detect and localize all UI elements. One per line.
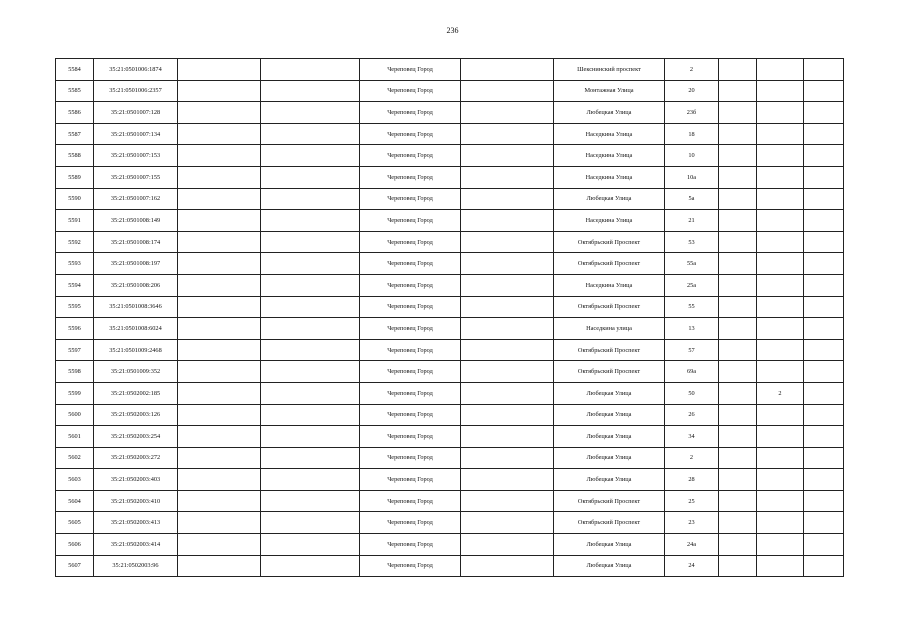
cadastral-number-cell: 35:21:0501008:174	[94, 231, 178, 253]
empty-cell	[178, 404, 261, 426]
empty-cell	[804, 59, 844, 81]
empty-cell	[178, 426, 261, 448]
house-number-cell: 57	[665, 339, 719, 361]
street-cell: Наседкина Улица	[554, 166, 665, 188]
cadastral-number-cell: 35:21:0501006:2357	[94, 80, 178, 102]
street-cell: Октябрьский Проспект	[554, 339, 665, 361]
extra-cell	[757, 361, 804, 383]
empty-cell	[261, 534, 360, 556]
city-cell: Череповец Город	[360, 296, 461, 318]
extra-cell	[757, 166, 804, 188]
street-cell: Любецкая Улица	[554, 426, 665, 448]
street-cell: Любецкая Улица	[554, 188, 665, 210]
row-number-cell: 5607	[56, 555, 94, 577]
empty-cell	[261, 145, 360, 167]
empty-cell	[719, 80, 757, 102]
city-cell: Череповец Город	[360, 188, 461, 210]
empty-cell	[261, 382, 360, 404]
extra-cell	[757, 490, 804, 512]
table-row	[56, 274, 844, 296]
cadastral-number-cell: 35:21:0501007:153	[94, 145, 178, 167]
empty-cell	[804, 361, 844, 383]
empty-cell	[719, 426, 757, 448]
city-cell: Череповец Город	[360, 512, 461, 534]
city-cell: Череповец Город	[360, 447, 461, 469]
empty-cell	[261, 555, 360, 577]
empty-cell	[461, 274, 554, 296]
street-cell: Наседкина Улица	[554, 274, 665, 296]
empty-cell	[178, 555, 261, 577]
table-row	[56, 512, 844, 534]
empty-cell	[261, 102, 360, 124]
empty-cell	[804, 296, 844, 318]
row-number-cell: 5598	[56, 361, 94, 383]
city-cell: Череповец Город	[360, 210, 461, 232]
house-number-cell: 23	[665, 512, 719, 534]
city-cell: Череповец Город	[360, 555, 461, 577]
empty-cell	[261, 123, 360, 145]
street-cell: Октябрьский Проспект	[554, 361, 665, 383]
table-body	[56, 59, 844, 577]
empty-cell	[461, 469, 554, 491]
house-number-cell: 24	[665, 555, 719, 577]
empty-cell	[719, 339, 757, 361]
empty-cell	[261, 188, 360, 210]
street-cell: Наседкина Улица	[554, 145, 665, 167]
empty-cell	[461, 123, 554, 145]
row-number-cell: 5605	[56, 512, 94, 534]
street-cell: Октябрьский Проспект	[554, 512, 665, 534]
empty-cell	[461, 166, 554, 188]
street-cell: Октябрьский Проспект	[554, 490, 665, 512]
empty-cell	[719, 318, 757, 340]
empty-cell	[719, 555, 757, 577]
cadastral-number-cell: 35:21:0501008:3646	[94, 296, 178, 318]
empty-cell	[461, 318, 554, 340]
empty-cell	[719, 253, 757, 275]
table-row	[56, 102, 844, 124]
row-number-cell: 5592	[56, 231, 94, 253]
street-cell: Любецкая Улица	[554, 447, 665, 469]
cadastral-number-cell: 35:21:0502003:96	[94, 555, 178, 577]
empty-cell	[804, 555, 844, 577]
empty-cell	[804, 534, 844, 556]
empty-cell	[461, 447, 554, 469]
table-row	[56, 145, 844, 167]
cadastral-number-cell: 35:21:0501007:134	[94, 123, 178, 145]
table-row	[56, 231, 844, 253]
street-cell: Любецкая Улица	[554, 382, 665, 404]
empty-cell	[719, 59, 757, 81]
house-number-cell: 25	[665, 490, 719, 512]
empty-cell	[804, 469, 844, 491]
empty-cell	[461, 59, 554, 81]
empty-cell	[461, 426, 554, 448]
house-number-cell: 34	[665, 426, 719, 448]
table-row	[56, 339, 844, 361]
empty-cell	[178, 512, 261, 534]
city-cell: Череповец Город	[360, 102, 461, 124]
house-number-cell: 2	[665, 447, 719, 469]
table-row	[56, 382, 844, 404]
cadastral-number-cell: 35:21:0501008:6024	[94, 318, 178, 340]
empty-cell	[719, 361, 757, 383]
empty-cell	[804, 339, 844, 361]
cadastral-number-cell: 35:21:0502003:414	[94, 534, 178, 556]
extra-cell	[757, 210, 804, 232]
empty-cell	[719, 447, 757, 469]
empty-cell	[178, 59, 261, 81]
empty-cell	[804, 188, 844, 210]
empty-cell	[261, 490, 360, 512]
empty-cell	[804, 490, 844, 512]
empty-cell	[178, 296, 261, 318]
cadastral-number-cell: 35:21:0501009:2468	[94, 339, 178, 361]
empty-cell	[261, 339, 360, 361]
house-number-cell: 21	[665, 210, 719, 232]
empty-cell	[178, 188, 261, 210]
empty-cell	[261, 469, 360, 491]
row-number-cell: 5584	[56, 59, 94, 81]
city-cell: Череповец Город	[360, 361, 461, 383]
row-number-cell: 5600	[56, 404, 94, 426]
empty-cell	[178, 382, 261, 404]
row-number-cell: 5594	[56, 274, 94, 296]
row-number-cell: 5590	[56, 188, 94, 210]
empty-cell	[261, 274, 360, 296]
empty-cell	[461, 210, 554, 232]
city-cell: Череповец Город	[360, 80, 461, 102]
extra-cell	[757, 102, 804, 124]
house-number-cell: 23б	[665, 102, 719, 124]
empty-cell	[804, 123, 844, 145]
empty-cell	[461, 555, 554, 577]
empty-cell	[804, 274, 844, 296]
empty-cell	[461, 534, 554, 556]
table-row	[56, 210, 844, 232]
cadastral-number-cell: 35:21:0501008:206	[94, 274, 178, 296]
street-cell: Любецкая Улица	[554, 102, 665, 124]
empty-cell	[261, 80, 360, 102]
empty-cell	[719, 145, 757, 167]
empty-cell	[461, 361, 554, 383]
row-number-cell: 5591	[56, 210, 94, 232]
extra-cell	[757, 80, 804, 102]
empty-cell	[719, 102, 757, 124]
extra-cell	[757, 274, 804, 296]
extra-cell	[757, 318, 804, 340]
empty-cell	[461, 188, 554, 210]
row-number-cell: 5601	[56, 426, 94, 448]
empty-cell	[178, 490, 261, 512]
empty-cell	[719, 231, 757, 253]
empty-cell	[719, 274, 757, 296]
street-cell: Октябрьский Проспект	[554, 296, 665, 318]
cadastral-number-cell: 35:21:0501009:352	[94, 361, 178, 383]
empty-cell	[719, 404, 757, 426]
cadastral-number-cell: 35:21:0501008:149	[94, 210, 178, 232]
house-number-cell: 5а	[665, 188, 719, 210]
empty-cell	[719, 534, 757, 556]
empty-cell	[261, 447, 360, 469]
empty-cell	[461, 253, 554, 275]
street-cell: Любецкая Улица	[554, 534, 665, 556]
cadastral-number-cell: 35:21:0501007:155	[94, 166, 178, 188]
cadastral-number-cell: 35:21:0502002:185	[94, 382, 178, 404]
table-row	[56, 188, 844, 210]
house-number-cell: 28	[665, 469, 719, 491]
row-number-cell: 5595	[56, 296, 94, 318]
table-row	[56, 123, 844, 145]
extra-cell: 2	[757, 382, 804, 404]
house-number-cell: 10	[665, 145, 719, 167]
empty-cell	[719, 123, 757, 145]
row-number-cell: 5597	[56, 339, 94, 361]
empty-cell	[261, 253, 360, 275]
empty-cell	[719, 210, 757, 232]
empty-cell	[719, 296, 757, 318]
empty-cell	[178, 145, 261, 167]
empty-cell	[261, 166, 360, 188]
empty-cell	[461, 490, 554, 512]
empty-cell	[178, 123, 261, 145]
street-cell: Наседкина Улица	[554, 210, 665, 232]
row-number-cell: 5588	[56, 145, 94, 167]
table-row	[56, 296, 844, 318]
row-number-cell: 5586	[56, 102, 94, 124]
extra-cell	[757, 339, 804, 361]
street-cell: Наседкина улица	[554, 318, 665, 340]
row-number-cell: 5587	[56, 123, 94, 145]
empty-cell	[804, 382, 844, 404]
house-number-cell: 53	[665, 231, 719, 253]
empty-cell	[178, 469, 261, 491]
row-number-cell: 5585	[56, 80, 94, 102]
city-cell: Череповец Город	[360, 426, 461, 448]
table-row	[56, 166, 844, 188]
street-cell: Шекснинский проспект	[554, 59, 665, 81]
house-number-cell: 2	[665, 59, 719, 81]
empty-cell	[261, 512, 360, 534]
city-cell: Череповец Город	[360, 382, 461, 404]
empty-cell	[719, 382, 757, 404]
extra-cell	[757, 404, 804, 426]
city-cell: Череповец Город	[360, 404, 461, 426]
row-number-cell: 5603	[56, 469, 94, 491]
empty-cell	[461, 382, 554, 404]
page-number: 236	[446, 26, 459, 35]
extra-cell	[757, 512, 804, 534]
empty-cell	[178, 253, 261, 275]
table-row	[56, 534, 844, 556]
empty-cell	[804, 512, 844, 534]
house-number-cell: 10а	[665, 166, 719, 188]
empty-cell	[804, 318, 844, 340]
cadastral-number-cell: 35:21:0502003:413	[94, 512, 178, 534]
registry-table	[55, 58, 844, 577]
empty-cell	[178, 361, 261, 383]
row-number-cell: 5596	[56, 318, 94, 340]
empty-cell	[804, 80, 844, 102]
empty-cell	[261, 426, 360, 448]
city-cell: Череповец Город	[360, 469, 461, 491]
empty-cell	[719, 490, 757, 512]
empty-cell	[461, 145, 554, 167]
extra-cell	[757, 426, 804, 448]
row-number-cell: 5589	[56, 166, 94, 188]
house-number-cell: 25а	[665, 274, 719, 296]
cadastral-number-cell: 35:21:0502003:272	[94, 447, 178, 469]
empty-cell	[178, 80, 261, 102]
empty-cell	[261, 210, 360, 232]
house-number-cell: 69а	[665, 361, 719, 383]
cadastral-number-cell: 35:21:0501006:1874	[94, 59, 178, 81]
row-number-cell: 5593	[56, 253, 94, 275]
empty-cell	[461, 80, 554, 102]
table-row	[56, 404, 844, 426]
empty-cell	[804, 426, 844, 448]
city-cell: Череповец Город	[360, 166, 461, 188]
table-row	[56, 426, 844, 448]
empty-cell	[719, 512, 757, 534]
empty-cell	[461, 296, 554, 318]
empty-cell	[804, 145, 844, 167]
row-number-cell: 5604	[56, 490, 94, 512]
cadastral-number-cell: 35:21:0502003:403	[94, 469, 178, 491]
house-number-cell: 24а	[665, 534, 719, 556]
extra-cell	[757, 123, 804, 145]
empty-cell	[461, 512, 554, 534]
row-number-cell: 5606	[56, 534, 94, 556]
street-cell: Любецкая Улица	[554, 404, 665, 426]
table-row	[56, 469, 844, 491]
cadastral-number-cell: 35:21:0502003:254	[94, 426, 178, 448]
empty-cell	[261, 318, 360, 340]
extra-cell	[757, 447, 804, 469]
empty-cell	[719, 469, 757, 491]
empty-cell	[804, 102, 844, 124]
extra-cell	[757, 534, 804, 556]
table-row	[56, 447, 844, 469]
extra-cell	[757, 145, 804, 167]
empty-cell	[178, 318, 261, 340]
empty-cell	[178, 534, 261, 556]
empty-cell	[804, 404, 844, 426]
street-cell: Октябрьский Проспект	[554, 231, 665, 253]
street-cell: Любецкая Улица	[554, 555, 665, 577]
cadastral-number-cell: 35:21:0501007:128	[94, 102, 178, 124]
table-row	[56, 555, 844, 577]
city-cell: Череповец Город	[360, 123, 461, 145]
city-cell: Череповец Город	[360, 145, 461, 167]
table-row	[56, 361, 844, 383]
empty-cell	[178, 447, 261, 469]
table-row	[56, 318, 844, 340]
city-cell: Череповец Город	[360, 231, 461, 253]
empty-cell	[461, 404, 554, 426]
city-cell: Череповец Город	[360, 534, 461, 556]
empty-cell	[804, 253, 844, 275]
extra-cell	[757, 188, 804, 210]
table-row	[56, 59, 844, 81]
city-cell: Череповец Город	[360, 339, 461, 361]
extra-cell	[757, 469, 804, 491]
row-number-cell: 5599	[56, 382, 94, 404]
city-cell: Череповец Город	[360, 253, 461, 275]
empty-cell	[719, 188, 757, 210]
empty-cell	[461, 339, 554, 361]
house-number-cell: 55	[665, 296, 719, 318]
street-cell: Любецкая Улица	[554, 469, 665, 491]
house-number-cell: 55а	[665, 253, 719, 275]
extra-cell	[757, 296, 804, 318]
empty-cell	[804, 210, 844, 232]
empty-cell	[261, 231, 360, 253]
city-cell: Череповец Город	[360, 59, 461, 81]
street-cell: Монтажная Улица	[554, 80, 665, 102]
empty-cell	[261, 404, 360, 426]
house-number-cell: 26	[665, 404, 719, 426]
empty-cell	[178, 231, 261, 253]
city-cell: Череповец Город	[360, 274, 461, 296]
empty-cell	[804, 447, 844, 469]
house-number-cell: 50	[665, 382, 719, 404]
table-row	[56, 490, 844, 512]
table-row	[56, 80, 844, 102]
empty-cell	[178, 166, 261, 188]
empty-cell	[804, 166, 844, 188]
empty-cell	[261, 296, 360, 318]
city-cell: Череповец Город	[360, 490, 461, 512]
empty-cell	[178, 210, 261, 232]
cadastral-number-cell: 35:21:0501008:197	[94, 253, 178, 275]
extra-cell	[757, 231, 804, 253]
street-cell: Наседкина Улица	[554, 123, 665, 145]
extra-cell	[757, 555, 804, 577]
extra-cell	[757, 59, 804, 81]
empty-cell	[719, 166, 757, 188]
street-cell: Октябрьский Проспект	[554, 253, 665, 275]
cadastral-number-cell: 35:21:0502003:410	[94, 490, 178, 512]
house-number-cell: 18	[665, 123, 719, 145]
row-number-cell: 5602	[56, 447, 94, 469]
empty-cell	[261, 59, 360, 81]
extra-cell	[757, 253, 804, 275]
cadastral-number-cell: 35:21:0502003:126	[94, 404, 178, 426]
empty-cell	[461, 102, 554, 124]
cadastral-number-cell: 35:21:0501007:162	[94, 188, 178, 210]
empty-cell	[461, 231, 554, 253]
table-row	[56, 253, 844, 275]
house-number-cell: 13	[665, 318, 719, 340]
empty-cell	[178, 102, 261, 124]
city-cell: Череповец Город	[360, 318, 461, 340]
empty-cell	[178, 274, 261, 296]
empty-cell	[804, 231, 844, 253]
empty-cell	[178, 339, 261, 361]
house-number-cell: 20	[665, 80, 719, 102]
empty-cell	[261, 361, 360, 383]
